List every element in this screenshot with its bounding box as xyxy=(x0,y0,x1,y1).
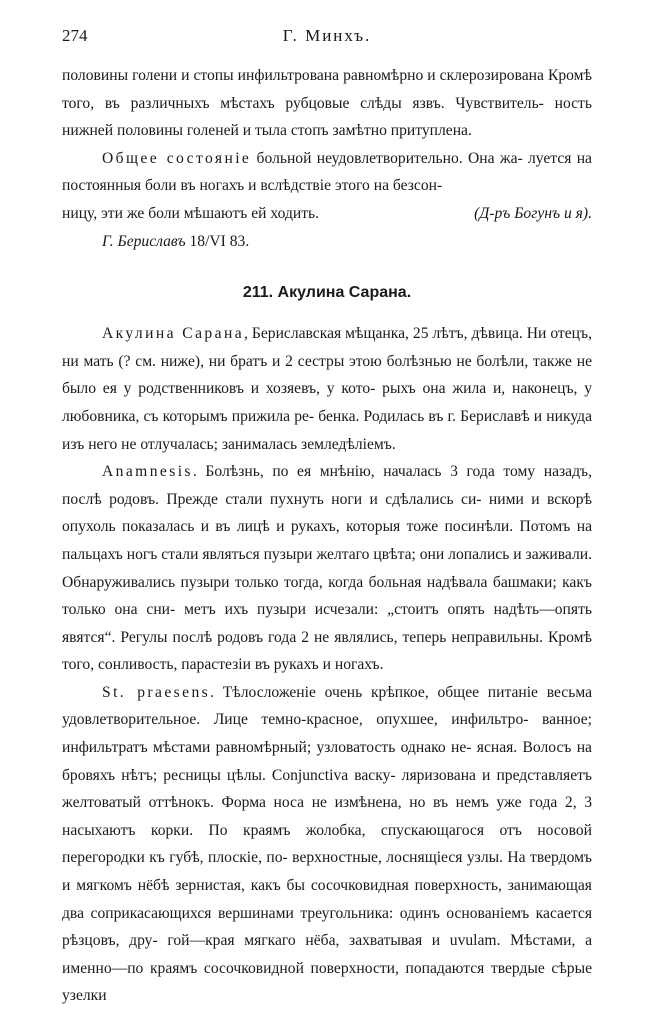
text-line: сонливость, парастезіи въ рукахъ и ногахъ. xyxy=(98,656,384,674)
text-line: измѣнена, но въ немъ уже года 2, 3 насыхаютъ корки. По краямъ xyxy=(62,794,593,839)
place-date-line xyxy=(62,228,592,256)
paragraph-general-state xyxy=(62,145,592,200)
text-line: вершинами треугольника: одинъ основаніемъ касается рѣзцовъ, дру- xyxy=(62,904,592,950)
text-line: занималась земледѣліемъ. xyxy=(221,435,396,453)
paragraph-anamnesis xyxy=(62,458,592,679)
text-line: жолобка, спускающагося отъ носовой перегородки къ губѣ, плоскіе, по- xyxy=(62,821,592,867)
text-line: рыхъ она жила и, наконецъ, у любовника, съ которымъ прижила ре- xyxy=(62,380,592,425)
place-name: Г. Бериславъ xyxy=(102,232,186,250)
text-line: ними и вскорѣ опухоль показалась и въ лицѣ и рукахъ, которыя xyxy=(62,490,592,536)
text-line: бенка. Родилась въ г. Бериславѣ и никуда изъ него не отлучалась; xyxy=(62,407,592,453)
text-line: ясная. Волосъ на бровяхъ нѣтъ; ресницы цѣлы. Conjunctiva васку- xyxy=(62,739,592,784)
emphasized-lead: Общее состояніе xyxy=(102,149,252,167)
page-header xyxy=(62,26,592,50)
text-line: , Бериславская мѣщанка, 25 лѣтъ, дѣвица. xyxy=(244,325,523,343)
section-title: 211. Акулина Сарана. xyxy=(242,284,412,302)
text-line: ляризована и представляетъ желтоватый оттѣнокъ. Форма носа не xyxy=(62,766,592,812)
text-line: Ни отецъ, ни мать (? см. ниже), ни братъ и 2 сестры этою болѣзнью xyxy=(62,325,592,370)
text-line: ницу, эти же боли мѣшаютъ ей ходить. xyxy=(62,204,320,222)
text-line: . Болѣзнь, по ея мнѣнію, началась 3 года тому xyxy=(192,463,536,481)
text-line: . Тѣлосложеніе очень крѣпкое, общее питаніе xyxy=(210,683,538,701)
paragraph-continuation xyxy=(62,62,592,145)
text-line: краямъ сосочковидной поверхности, попадаются твердые сѣрые узелки xyxy=(62,959,592,1005)
document-body xyxy=(62,62,592,1010)
paragraph-status-praesens xyxy=(62,679,592,1010)
text-line: желтаго цвѣта; они лопались и заживали. Обнаруживались пузыри xyxy=(62,545,592,591)
emphasized-lead: St. praesens xyxy=(102,683,211,701)
date: 18/VI 83. xyxy=(185,232,250,250)
text-line: ванное; инфильтратъ мѣстами равномѣрный; узловатость однако не- xyxy=(62,711,592,757)
text-line: послѣ родовъ года 2 не являлись, теперь неправильны. Кромѣ того, xyxy=(62,628,593,674)
text-line: верхностные, лоснящіеся узлы. На твердомъ и мягкомъ нёбѣ зернистая, xyxy=(62,849,592,895)
text-line: ность нижней половины голеней и тыла стопъ замѣтно притуплена. xyxy=(62,94,592,140)
text-line: какъ бы сосочковидная поверхность, занимающая два соприкасающихся xyxy=(62,877,592,922)
text-line: луется на постоянныя боли въ ногахъ и вслѣдствіе этого на безсон- xyxy=(62,149,592,195)
text-line: больной неудовлетворительно. Она жа- xyxy=(251,149,523,167)
author-signature: (Д-ръ Богунъ и я). xyxy=(474,204,592,222)
text-line: весьма удовлетворительное. Лице темно-красное, опухшее, инфильтро- xyxy=(62,683,592,729)
emphasized-lead: Anamnesis xyxy=(102,463,193,481)
signature-line xyxy=(62,200,592,228)
text-line: тоже посинѣли. Потомъ на пальцахъ ногъ стали являться пузыри xyxy=(62,518,592,563)
text-line: не болѣли, также не было ея у родственниковъ и хозяевъ, у кото- xyxy=(62,352,592,398)
running-title: Г. Минхъ. xyxy=(282,26,372,45)
text-line: гой—края мягкаго нёба, захватывая и uvulam. Мѣстами, а именно—по xyxy=(62,932,592,977)
page-number: 274 xyxy=(62,26,88,45)
paragraph-patient-intro xyxy=(62,320,592,458)
text-line: метъ ихъ пузыри исчезали: „стоитъ опять надѣть—опять явятся“. Регулы xyxy=(62,601,592,646)
text-line: половины голени и стопы инфильтрована равномѣрно и склерозирована xyxy=(62,67,544,84)
text-line: только тогда, когда больная надѣвала башмаки; какъ только она сни- xyxy=(62,573,592,619)
text-line: Кромѣ того, въ различныхъ мѣстахъ рубцовые слѣды язвъ. Чувствитель- xyxy=(62,67,592,112)
text-line: назадъ, послѣ родовъ. Прежде стали пухнуть ноги и сдѣлались си- xyxy=(62,463,592,508)
emphasized-lead: Акулина Сарана xyxy=(102,325,245,343)
